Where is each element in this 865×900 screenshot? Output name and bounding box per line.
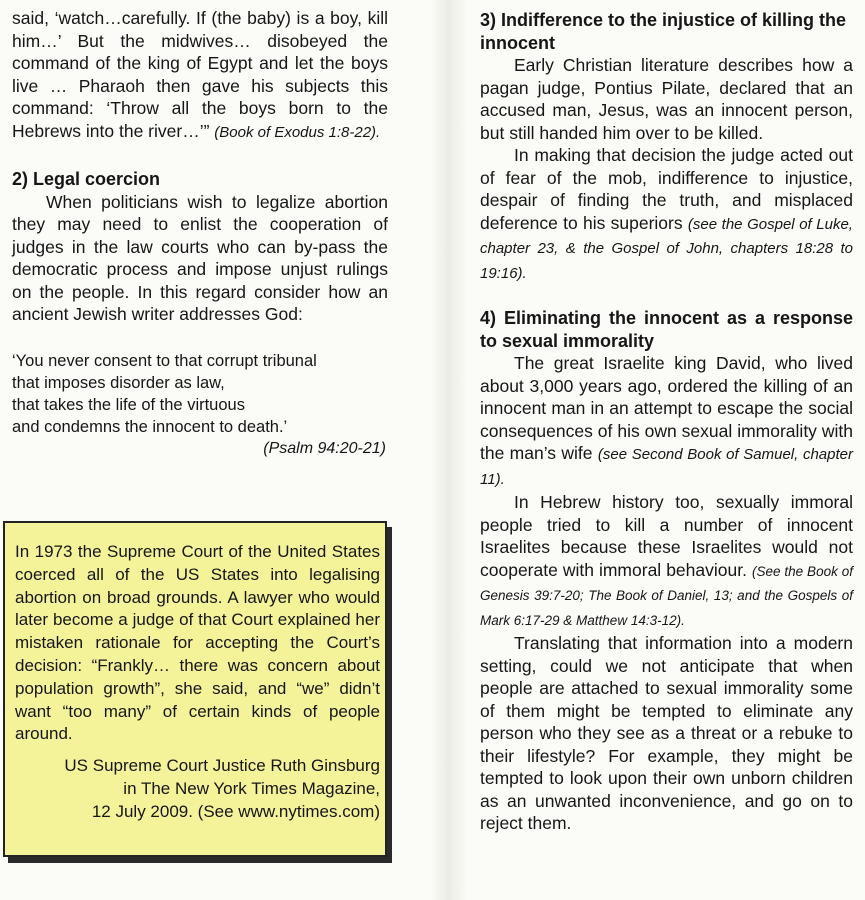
right-column (480, 0, 853, 835)
psalm-quote (12, 350, 388, 460)
section-2-paragraph: When politicians wish to legalize abortion they may need to enlist the cooperation of judges in the law courts who can by-pass the democratic process and impose unjust rulings on the people. In this regard consider how an ancient Jewish writer addresses God: (12, 191, 388, 324)
left-column (12, 0, 388, 460)
section-3-citation: (see the Gospel of Luke, chapter 23, & the Gospel of John, chapters 18:28 to 19:16). (480, 215, 853, 282)
section-4-paragraph-3: Translating that information into a modern setting, could we not anticipate that when people are attached to sexual immorality some of them might be tempted to eliminate any person who they see as a threat or a rebuke to their lifestyle? For example, they might be tempted to look upon their own unborn children as an unwanted inconvenience, and go on to reject them. (480, 633, 853, 833)
exodus-quote (12, 7, 388, 144)
section-4-paragraph-2 (480, 491, 853, 632)
section-4-citation-1: (see Second Book of Samuel, chapter 11). (480, 446, 853, 488)
psalm-line: and condemns the innocent to death.’ (12, 417, 288, 436)
section-4-heading: 4) Eliminating the innocent as a response to sexual immorality (480, 308, 853, 351)
psalm-line: that imposes disorder as law, (12, 373, 225, 392)
psalm-citation: (Psalm 94:20-21) (263, 439, 386, 457)
section-3-paragraph-2 (480, 144, 853, 285)
source-line: US Supreme Court Justice Ruth Ginsburg (64, 756, 380, 776)
psalm-line: ‘You never consent to that corrupt tribunal (12, 351, 317, 370)
section-4-paragraph-1 (480, 352, 853, 491)
exodus-citation: (Book of Exodus 1:8-22). (214, 123, 381, 141)
psalm-line: that takes the life of the virtuous (12, 395, 245, 414)
section-4-paragraph-2-text: In Hebrew history too, sexually immoral people tried to kill a number of innocent Israelites because these Israelites would not cooperate with immoral behaviour. (480, 492, 853, 580)
section-3-paragraph-2-text: In making that decision the judge acted out of fear of the mob, indifference to injustice, despair of finding the truth, and misplaced deference to his superiors (480, 145, 853, 233)
page-fold (430, 0, 468, 900)
source-line: in The New York Times Magazine, (123, 778, 380, 798)
callout-source (15, 755, 380, 823)
source-line: 12 July 2009. (See www.nytimes.com) (91, 801, 380, 821)
callout-text: In 1973 the Supreme Court of the United States coerced all of the US States into legalising abortion on broad grounds. A lawyer who would later become a judge of that Court explained her mistaken rationale for accepting the Court’s decision: “Frankly… there was concern about population growth”, she said, and “we” didn’t want “too many” of certain kinds of people around. (15, 542, 380, 744)
section-4-citation-2: (See the Book of Genesis 39:7-20; The Book of Daniel, 13; and the Gospels of Mark 6:17-29 & Matthew 14:3-12). (480, 563, 853, 628)
exodus-text: said, ‘watch…carefully. If (the baby) is a boy, kill him…’ But the midwives… disobeyed the command of the king of Egypt and let the boys live … Pharaoh then gave his subjects this command: ‘Throw all the boys born to the Hebrews into the river…’” (12, 8, 388, 141)
ginsburg-callout-box (3, 521, 387, 857)
section-2-heading: 2) Legal coercion (12, 169, 161, 189)
section-3-heading: 3) Indifference to the injustice of killing the innocent (480, 10, 847, 53)
section-3-paragraph-1: Early Christian literature describes how a pagan judge, Pontius Pilate, declared that an accused man, Jesus, was an innocent person, but still handed him over to be killed. (480, 55, 853, 143)
section-4-paragraph-1-text: The great Israelite king David, who lived about 3,000 years ago, ordered the killing of an innocent man in an attempt to escape the social consequences of his own sexual immorality with the man’s wife (480, 353, 853, 463)
